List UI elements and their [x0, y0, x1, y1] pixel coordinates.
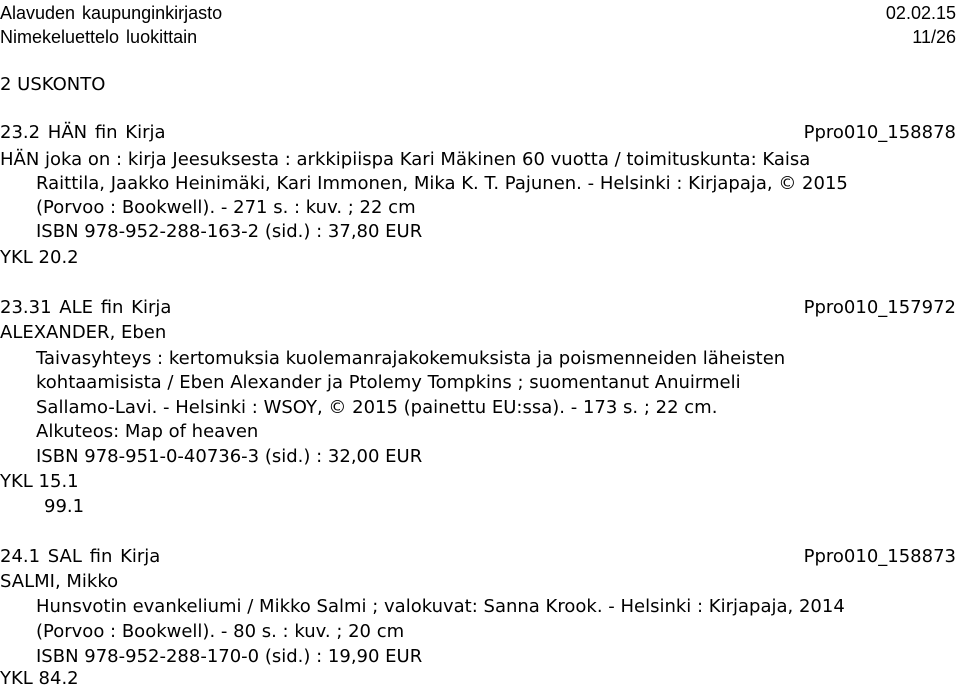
entry-3-id: Ppro010_158873 [803, 546, 956, 567]
entry-1-line-1: HÄN joka on : kirja Jeesuksesta : arkkipiispa Kari Mäkinen 60 vuotta / toimituskunta: Kaisa [0, 149, 811, 170]
library-name: Alavuden kaupunginkirjasto [0, 3, 223, 23]
entry-2-class: 23.31 ALE fin Kirja [0, 297, 172, 318]
print-date: 02.02.15 [885, 3, 956, 23]
section-title: 2 USKONTO [0, 74, 106, 95]
entry-3-line-1: SALMI, Mikko [0, 571, 119, 592]
entry-2-line-8: 99.1 [44, 496, 85, 517]
entry-1-line-2: Raittila, Jaakko Heinimäki, Kari Immonen, Mika K. T. Pajunen. - Helsinki : Kirjapaja, © 2015 [36, 173, 848, 194]
entry-3-class-row [0, 545, 956, 569]
entry-2-line-4: Sallamo-Lavi. - Helsinki : WSOY, © 2015 (painettu EU:ssa). - 173 s. ; 22 cm. [36, 397, 718, 418]
entry-2-id: Ppro010_157972 [803, 297, 956, 318]
list-title: Nimekeluettelo luokittain [0, 27, 198, 47]
entry-2-line-6: ISBN 978-951-0-40736-3 (sid.) : 32,00 EUR [36, 446, 423, 467]
entry-1-line-5: YKL 20.2 [0, 247, 79, 268]
entry-3-class: 24.1 SAL fin Kirja [0, 546, 161, 567]
entry-3-line-4: ISBN 978-952-288-170-0 (sid.) : 19,90 EUR [36, 646, 423, 667]
entry-2-class-row [0, 296, 956, 320]
entry-1-class: 23.2 HÄN fin Kirja [0, 122, 166, 143]
entry-2-line-5: Alkuteos: Map of heaven [36, 421, 259, 442]
page-number: 11/26 [912, 27, 956, 47]
entry-2-line-1: ALEXANDER, Eben [0, 322, 167, 343]
entry-3-line-2: Hunsvotin evankeliumi / Mikko Salmi ; valokuvat: Sanna Krook. - Helsinki : Kirjapaja, 2014 [36, 596, 845, 617]
entry-2-line-7: YKL 15.1 [0, 471, 79, 492]
entry-3-line-3: (Porvoo : Bookwell). - 80 s. : kuv. ; 20 cm [36, 621, 405, 642]
header-row-1 [0, 1, 956, 25]
entry-1-id: Ppro010_158878 [803, 122, 956, 143]
entry-1-line-4: ISBN 978-952-288-163-2 (sid.) : 37,80 EUR [36, 221, 423, 242]
entry-2-line-3: kohtaamisista / Eben Alexander ja Ptolemy Tompkins ; suomentanut Anuirmeli [36, 372, 741, 393]
entry-1-line-3: (Porvoo : Bookwell). - 271 s. : kuv. ; 22 cm [36, 197, 416, 218]
entry-3-line-5: YKL 84.2 [0, 668, 79, 689]
header-row-2 [0, 25, 956, 49]
entry-2-line-2: Taivasyhteys : kertomuksia kuolemanrajakokemuksista ja poismenneiden läheisten [36, 348, 786, 369]
entry-1-class-row [0, 121, 956, 145]
